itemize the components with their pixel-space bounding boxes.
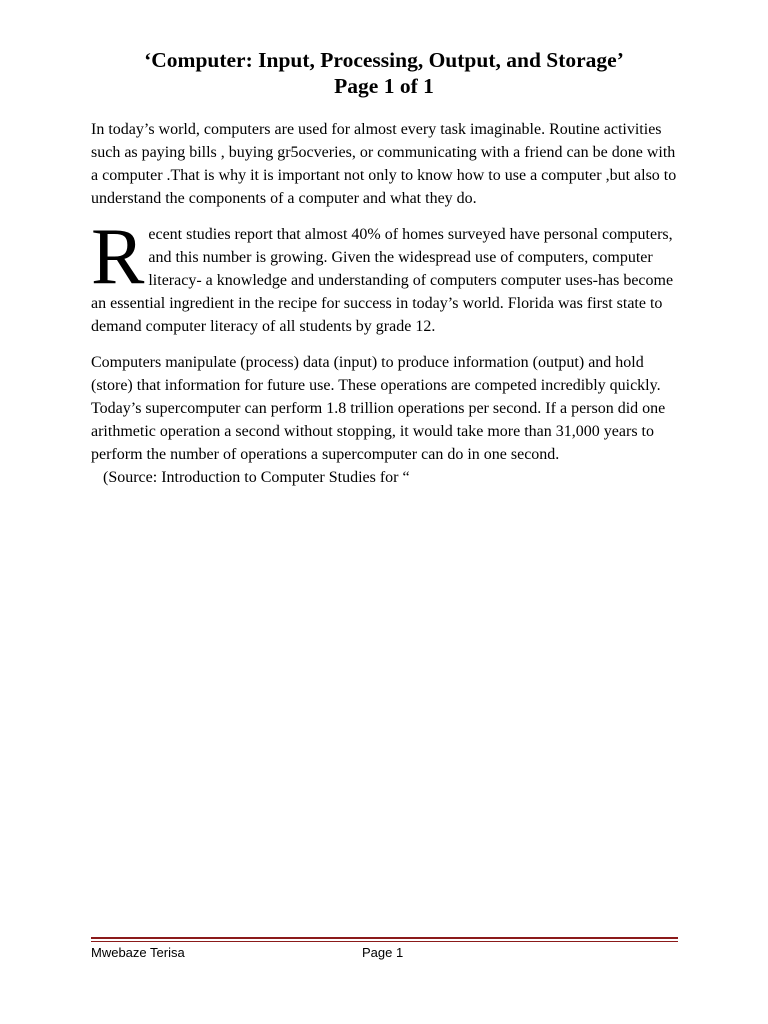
page-footer [0, 944, 768, 964]
paragraph-operations-block [91, 351, 681, 489]
document-title [0, 47, 768, 99]
title-line-1: ‘Computer: Input, Processing, Output, and Storage’ [144, 48, 624, 72]
footer-page-number: Page 1 [362, 945, 404, 960]
title-line-2: Page 1 of 1 [334, 74, 434, 98]
source-citation: (Source: Introduction to Computer Studies for “ [103, 469, 410, 486]
footer-author: Mwebaze Terisa [91, 945, 185, 960]
footer-rule-thick [91, 937, 678, 939]
paragraph-literacy-text: ecent studies report that almost 40% of homes surveyed have personal computers, and this number is growing. Given the widespread use of computers, computer literacy- a knowledge and understanding of computers computer uses-has become an essential ingredient in the recipe for success in today’s world. Florida was first state to demand computer literacy of all students by grade 12. [91, 226, 674, 335]
paragraph-operations: Computers manipulate (process) data (input) to produce information (output) and hold (store) that information for future use. These operations are competed incredibly quickly. Today’s supercomputer can perform 1.8 trillion operations per second. If a person did one arithmetic operation a second without stopping, it would take more than 31,000 years to perform the number of operations a supercomputer can do in one second. [91, 354, 666, 463]
footer-rule-thin [91, 941, 678, 942]
drop-cap: R [91, 213, 145, 301]
paragraph-literacy [91, 213, 681, 338]
paragraph-intro: In today’s world, computers are used for almost every task imaginable. Routine activities such as paying bills , buying gr5ocveries, or communicating with a friend can be done with a computer .That is why it is important not only to know how to use a computer ,but also to understand the components of a computer and what they do. [91, 121, 677, 207]
